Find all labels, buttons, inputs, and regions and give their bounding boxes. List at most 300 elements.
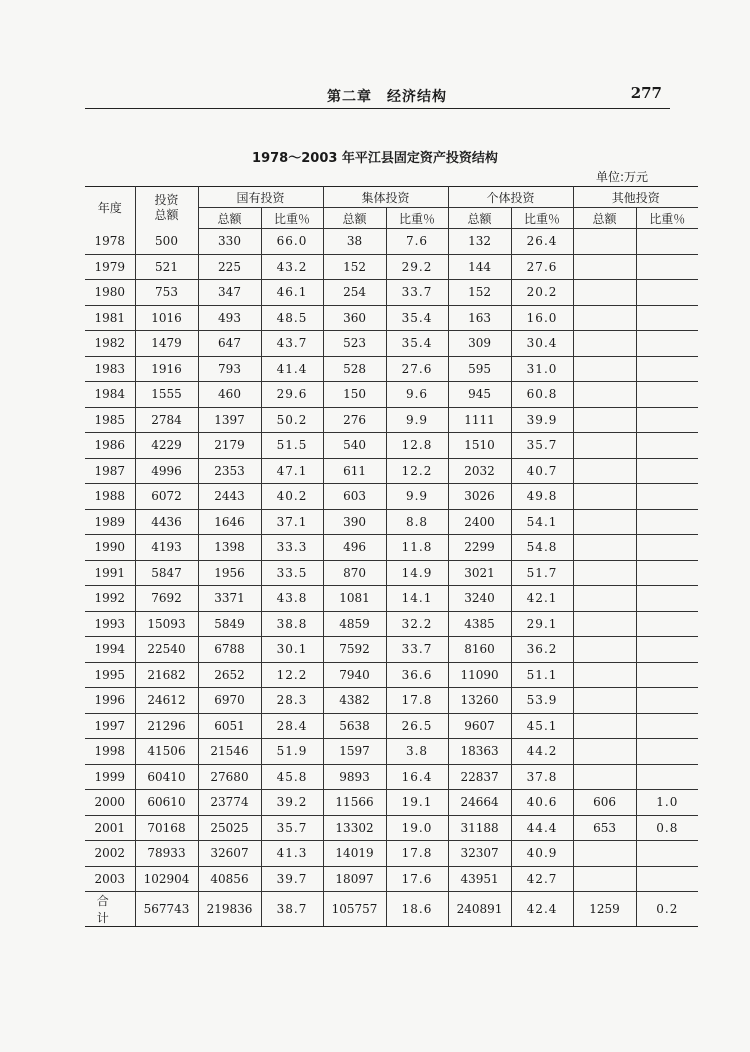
other-amount-cell: 606 [573, 790, 636, 816]
individual-amount-cell: 3240 [448, 586, 511, 612]
state-amount-cell: 6051 [198, 713, 261, 739]
individual-amount-cell: 2032 [448, 458, 511, 484]
individual-share-cell: 42.4 [511, 892, 573, 927]
table-row [85, 509, 698, 535]
other-share-cell [636, 764, 698, 790]
total-cell: 41506 [135, 739, 198, 765]
other-share-cell: 1.0 [636, 790, 698, 816]
state-amount-cell: 5849 [198, 611, 261, 637]
other-share-cell [636, 331, 698, 357]
year-cell: 1996 [85, 688, 135, 714]
state-amount-cell: 2443 [198, 484, 261, 510]
total-cell: 4996 [135, 458, 198, 484]
total-cell: 15093 [135, 611, 198, 637]
state-share-cell: 37.1 [261, 509, 323, 535]
state-share-cell: 28.4 [261, 713, 323, 739]
collective-amount-cell: 870 [323, 560, 386, 586]
collective-share-cell: 3.8 [386, 739, 448, 765]
individual-share-cell: 40.7 [511, 458, 573, 484]
year-cell: 2000 [85, 790, 135, 816]
other-amount-cell [573, 229, 636, 255]
individual-amount-cell: 132 [448, 229, 511, 255]
year-cell: 1984 [85, 382, 135, 408]
collective-share-cell: 36.6 [386, 662, 448, 688]
total-label: 合计 [85, 892, 135, 927]
other-share-cell [636, 866, 698, 892]
individual-share-cell: 40.9 [511, 841, 573, 867]
collective-amount-cell: 360 [323, 305, 386, 331]
subheader-share: 比重％ [511, 208, 573, 229]
collective-share-cell: 17.8 [386, 841, 448, 867]
total-cell: 78933 [135, 841, 198, 867]
total-cell: 21296 [135, 713, 198, 739]
state-amount-cell: 40856 [198, 866, 261, 892]
table-row [85, 229, 698, 255]
table-row [85, 407, 698, 433]
individual-share-cell: 29.1 [511, 611, 573, 637]
other-amount-cell [573, 535, 636, 561]
individual-share-cell: 39.9 [511, 407, 573, 433]
total-row [85, 892, 698, 927]
individual-amount-cell: 3026 [448, 484, 511, 510]
individual-amount-cell: 2400 [448, 509, 511, 535]
state-share-cell: 43.2 [261, 254, 323, 280]
collective-share-cell: 17.8 [386, 688, 448, 714]
table-row [85, 280, 698, 306]
collective-share-cell: 33.7 [386, 637, 448, 663]
collective-amount-cell: 254 [323, 280, 386, 306]
subheader-share: 比重％ [261, 208, 323, 229]
individual-share-cell: 30.4 [511, 331, 573, 357]
header-total-line2: 总额 [154, 207, 179, 222]
total-cell: 500 [135, 229, 198, 255]
table-row [85, 611, 698, 637]
individual-share-cell: 51.7 [511, 560, 573, 586]
individual-share-cell: 54.1 [511, 509, 573, 535]
state-amount-cell: 27680 [198, 764, 261, 790]
other-amount-cell [573, 637, 636, 663]
other-share-cell [636, 535, 698, 561]
state-amount-cell: 225 [198, 254, 261, 280]
individual-amount-cell: 11090 [448, 662, 511, 688]
collective-amount-cell: 14019 [323, 841, 386, 867]
state-share-cell: 45.8 [261, 764, 323, 790]
table-row [85, 688, 698, 714]
year-cell: 1991 [85, 560, 135, 586]
total-cell: 5847 [135, 560, 198, 586]
collective-share-cell: 9.9 [386, 407, 448, 433]
individual-share-cell: 16.0 [511, 305, 573, 331]
state-share-cell: 35.7 [261, 815, 323, 841]
year-cell: 1995 [85, 662, 135, 688]
state-amount-cell: 493 [198, 305, 261, 331]
unit-label: 单位:万元 [596, 170, 649, 184]
individual-share-cell: 20.2 [511, 280, 573, 306]
collective-share-cell: 14.1 [386, 586, 448, 612]
year-cell: 1982 [85, 331, 135, 357]
total-cell: 1555 [135, 382, 198, 408]
collective-amount-cell: 528 [323, 356, 386, 382]
year-cell: 1980 [85, 280, 135, 306]
individual-amount-cell: 595 [448, 356, 511, 382]
state-share-cell: 50.2 [261, 407, 323, 433]
other-amount-cell: 1259 [573, 892, 636, 927]
individual-amount-cell: 43951 [448, 866, 511, 892]
state-share-cell: 33.5 [261, 560, 323, 586]
other-amount-cell [573, 866, 636, 892]
state-amount-cell: 2179 [198, 433, 261, 459]
collective-share-cell: 17.6 [386, 866, 448, 892]
state-share-cell: 48.5 [261, 305, 323, 331]
other-share-cell [636, 509, 698, 535]
header-year: 年度 [85, 187, 135, 229]
individual-amount-cell: 2299 [448, 535, 511, 561]
other-amount-cell [573, 560, 636, 586]
table-row [85, 535, 698, 561]
running-header [85, 84, 670, 106]
collective-amount-cell: 18097 [323, 866, 386, 892]
table-row [85, 254, 698, 280]
table-row [85, 713, 698, 739]
other-share-cell [636, 356, 698, 382]
collective-share-cell: 9.9 [386, 484, 448, 510]
other-amount-cell [573, 305, 636, 331]
individual-share-cell: 49.8 [511, 484, 573, 510]
collective-amount-cell: 7940 [323, 662, 386, 688]
table-row [85, 866, 698, 892]
other-share-cell [636, 433, 698, 459]
year-cell: 1992 [85, 586, 135, 612]
table-row [85, 331, 698, 357]
individual-amount-cell: 8160 [448, 637, 511, 663]
total-cell: 4229 [135, 433, 198, 459]
header-total-line1: 投资 [154, 192, 179, 207]
other-amount-cell [573, 764, 636, 790]
individual-amount-cell: 240891 [448, 892, 511, 927]
state-amount-cell: 793 [198, 356, 261, 382]
other-amount-cell [573, 331, 636, 357]
other-amount-cell [573, 382, 636, 408]
total-cell: 2784 [135, 407, 198, 433]
table-row [85, 841, 698, 867]
collective-share-cell: 8.8 [386, 509, 448, 535]
collective-share-cell: 26.5 [386, 713, 448, 739]
table-row [85, 433, 698, 459]
year-cell: 1981 [85, 305, 135, 331]
year-cell: 1990 [85, 535, 135, 561]
header-other-investment: 其他投资 [573, 187, 698, 208]
collective-share-cell: 35.4 [386, 331, 448, 357]
subheader-amount: 总额 [448, 208, 511, 229]
total-cell: 60610 [135, 790, 198, 816]
table-row [85, 356, 698, 382]
state-share-cell: 40.2 [261, 484, 323, 510]
table-row [85, 484, 698, 510]
other-share-cell: 0.2 [636, 892, 698, 927]
collective-share-cell: 12.8 [386, 433, 448, 459]
other-share-cell [636, 739, 698, 765]
total-cell: 21682 [135, 662, 198, 688]
other-share-cell [636, 305, 698, 331]
total-cell: 24612 [135, 688, 198, 714]
year-cell: 1983 [85, 356, 135, 382]
table-row [85, 637, 698, 663]
table-row [85, 790, 698, 816]
individual-amount-cell: 32307 [448, 841, 511, 867]
collective-amount-cell: 611 [323, 458, 386, 484]
collective-share-cell: 35.4 [386, 305, 448, 331]
state-share-cell: 41.3 [261, 841, 323, 867]
state-amount-cell: 2353 [198, 458, 261, 484]
table-body [85, 229, 698, 927]
individual-amount-cell: 1510 [448, 433, 511, 459]
collective-amount-cell: 496 [323, 535, 386, 561]
state-share-cell: 66.0 [261, 229, 323, 255]
collective-share-cell: 19.1 [386, 790, 448, 816]
collective-amount-cell: 540 [323, 433, 386, 459]
collective-amount-cell: 276 [323, 407, 386, 433]
table-row [85, 586, 698, 612]
individual-amount-cell: 4385 [448, 611, 511, 637]
state-amount-cell: 21546 [198, 739, 261, 765]
header-state-investment: 国有投资 [198, 187, 323, 208]
other-share-cell [636, 382, 698, 408]
individual-share-cell: 26.4 [511, 229, 573, 255]
chapter-title: 第二章 经济结构 [327, 89, 447, 105]
individual-share-cell: 53.9 [511, 688, 573, 714]
individual-share-cell: 42.1 [511, 586, 573, 612]
state-amount-cell: 2652 [198, 662, 261, 688]
other-amount-cell [573, 688, 636, 714]
year-cell: 1989 [85, 509, 135, 535]
year-cell: 1999 [85, 764, 135, 790]
other-share-cell [636, 637, 698, 663]
year-cell: 1979 [85, 254, 135, 280]
state-share-cell: 41.4 [261, 356, 323, 382]
individual-amount-cell: 24664 [448, 790, 511, 816]
other-share-cell [636, 280, 698, 306]
table-row [85, 815, 698, 841]
other-share-cell [636, 229, 698, 255]
subheader-amount: 总额 [198, 208, 261, 229]
individual-share-cell: 31.0 [511, 356, 573, 382]
year-cell: 1997 [85, 713, 135, 739]
state-share-cell: 39.2 [261, 790, 323, 816]
collective-amount-cell: 4382 [323, 688, 386, 714]
table-row [85, 305, 698, 331]
state-share-cell: 51.9 [261, 739, 323, 765]
collective-share-cell: 32.2 [386, 611, 448, 637]
collective-amount-cell: 11566 [323, 790, 386, 816]
other-share-cell [636, 713, 698, 739]
total-cell: 567743 [135, 892, 198, 927]
other-amount-cell [573, 611, 636, 637]
collective-amount-cell: 9893 [323, 764, 386, 790]
individual-share-cell: 27.6 [511, 254, 573, 280]
individual-share-cell: 60.8 [511, 382, 573, 408]
year-cell: 1978 [85, 229, 135, 255]
state-share-cell: 33.3 [261, 535, 323, 561]
total-cell: 4193 [135, 535, 198, 561]
year-cell: 1986 [85, 433, 135, 459]
other-share-cell [636, 586, 698, 612]
state-amount-cell: 1397 [198, 407, 261, 433]
table-row [85, 662, 698, 688]
total-cell: 4436 [135, 509, 198, 535]
collective-amount-cell: 7592 [323, 637, 386, 663]
other-amount-cell [573, 713, 636, 739]
year-cell: 1994 [85, 637, 135, 663]
year-cell: 1998 [85, 739, 135, 765]
individual-amount-cell: 31188 [448, 815, 511, 841]
collective-share-cell: 9.6 [386, 382, 448, 408]
state-amount-cell: 647 [198, 331, 261, 357]
individual-share-cell: 36.2 [511, 637, 573, 663]
collective-share-cell: 18.6 [386, 892, 448, 927]
state-share-cell: 28.3 [261, 688, 323, 714]
individual-share-cell: 35.7 [511, 433, 573, 459]
individual-amount-cell: 144 [448, 254, 511, 280]
state-amount-cell: 347 [198, 280, 261, 306]
table-row [85, 739, 698, 765]
other-amount-cell [573, 407, 636, 433]
collective-amount-cell: 38 [323, 229, 386, 255]
collective-share-cell: 14.9 [386, 560, 448, 586]
other-share-cell [636, 484, 698, 510]
collective-amount-cell: 105757 [323, 892, 386, 927]
state-amount-cell: 25025 [198, 815, 261, 841]
state-share-cell: 29.6 [261, 382, 323, 408]
year-cell: 2003 [85, 866, 135, 892]
state-amount-cell: 6788 [198, 637, 261, 663]
collective-share-cell: 12.2 [386, 458, 448, 484]
other-amount-cell [573, 280, 636, 306]
individual-amount-cell: 22837 [448, 764, 511, 790]
individual-amount-cell: 163 [448, 305, 511, 331]
total-cell: 1479 [135, 331, 198, 357]
table-row [85, 764, 698, 790]
year-cell: 2002 [85, 841, 135, 867]
total-cell: 22540 [135, 637, 198, 663]
year-cell: 1988 [85, 484, 135, 510]
other-amount-cell [573, 356, 636, 382]
collective-amount-cell: 1081 [323, 586, 386, 612]
collective-amount-cell: 1597 [323, 739, 386, 765]
individual-share-cell: 54.8 [511, 535, 573, 561]
other-share-cell [636, 254, 698, 280]
state-share-cell: 38.7 [261, 892, 323, 927]
other-share-cell: 0.8 [636, 815, 698, 841]
collective-share-cell: 11.8 [386, 535, 448, 561]
individual-amount-cell: 945 [448, 382, 511, 408]
other-amount-cell [573, 458, 636, 484]
other-share-cell [636, 407, 698, 433]
collective-share-cell: 7.6 [386, 229, 448, 255]
state-amount-cell: 1398 [198, 535, 261, 561]
other-amount-cell [573, 509, 636, 535]
individual-amount-cell: 152 [448, 280, 511, 306]
other-amount-cell [573, 739, 636, 765]
year-cell: 1993 [85, 611, 135, 637]
other-amount-cell [573, 254, 636, 280]
collective-amount-cell: 5638 [323, 713, 386, 739]
year-cell: 1987 [85, 458, 135, 484]
investment-structure-table [85, 186, 698, 927]
state-share-cell: 51.5 [261, 433, 323, 459]
other-share-cell [636, 662, 698, 688]
individual-amount-cell: 309 [448, 331, 511, 357]
individual-share-cell: 42.7 [511, 866, 573, 892]
other-amount-cell: 653 [573, 815, 636, 841]
state-amount-cell: 6970 [198, 688, 261, 714]
total-cell: 60410 [135, 764, 198, 790]
collective-share-cell: 33.7 [386, 280, 448, 306]
collective-amount-cell: 603 [323, 484, 386, 510]
collective-amount-cell: 390 [323, 509, 386, 535]
other-share-cell [636, 688, 698, 714]
individual-amount-cell: 18363 [448, 739, 511, 765]
individual-share-cell: 44.2 [511, 739, 573, 765]
collective-share-cell: 27.6 [386, 356, 448, 382]
subheader-amount: 总额 [323, 208, 386, 229]
individual-amount-cell: 3021 [448, 560, 511, 586]
collective-amount-cell: 523 [323, 331, 386, 357]
other-share-cell [636, 841, 698, 867]
state-share-cell: 46.1 [261, 280, 323, 306]
table-row [85, 382, 698, 408]
state-share-cell: 39.7 [261, 866, 323, 892]
collective-amount-cell: 152 [323, 254, 386, 280]
total-cell: 1916 [135, 356, 198, 382]
individual-share-cell: 37.8 [511, 764, 573, 790]
year-cell: 2001 [85, 815, 135, 841]
other-amount-cell [573, 484, 636, 510]
collective-amount-cell: 150 [323, 382, 386, 408]
individual-share-cell: 51.1 [511, 662, 573, 688]
table-row [85, 560, 698, 586]
state-share-cell: 38.8 [261, 611, 323, 637]
individual-amount-cell: 9607 [448, 713, 511, 739]
state-amount-cell: 3371 [198, 586, 261, 612]
collective-amount-cell: 4859 [323, 611, 386, 637]
total-cell: 1016 [135, 305, 198, 331]
header-collective-investment: 集体投资 [323, 187, 448, 208]
state-amount-cell: 219836 [198, 892, 261, 927]
individual-share-cell: 40.6 [511, 790, 573, 816]
other-share-cell [636, 458, 698, 484]
total-cell: 70168 [135, 815, 198, 841]
total-cell: 753 [135, 280, 198, 306]
other-share-cell [636, 611, 698, 637]
total-cell: 6072 [135, 484, 198, 510]
year-cell: 1985 [85, 407, 135, 433]
header-total [135, 187, 198, 229]
table-row [85, 458, 698, 484]
subheader-share: 比重％ [636, 208, 698, 229]
total-cell: 7692 [135, 586, 198, 612]
state-amount-cell: 330 [198, 229, 261, 255]
state-amount-cell: 32607 [198, 841, 261, 867]
state-share-cell: 43.8 [261, 586, 323, 612]
total-cell: 102904 [135, 866, 198, 892]
state-amount-cell: 1646 [198, 509, 261, 535]
collective-share-cell: 19.0 [386, 815, 448, 841]
state-amount-cell: 460 [198, 382, 261, 408]
table-title: 1978～2003 年平江县固定资产投资结构 [252, 151, 498, 166]
header-individual-investment: 个体投资 [448, 187, 573, 208]
state-share-cell: 43.7 [261, 331, 323, 357]
collective-amount-cell: 13302 [323, 815, 386, 841]
